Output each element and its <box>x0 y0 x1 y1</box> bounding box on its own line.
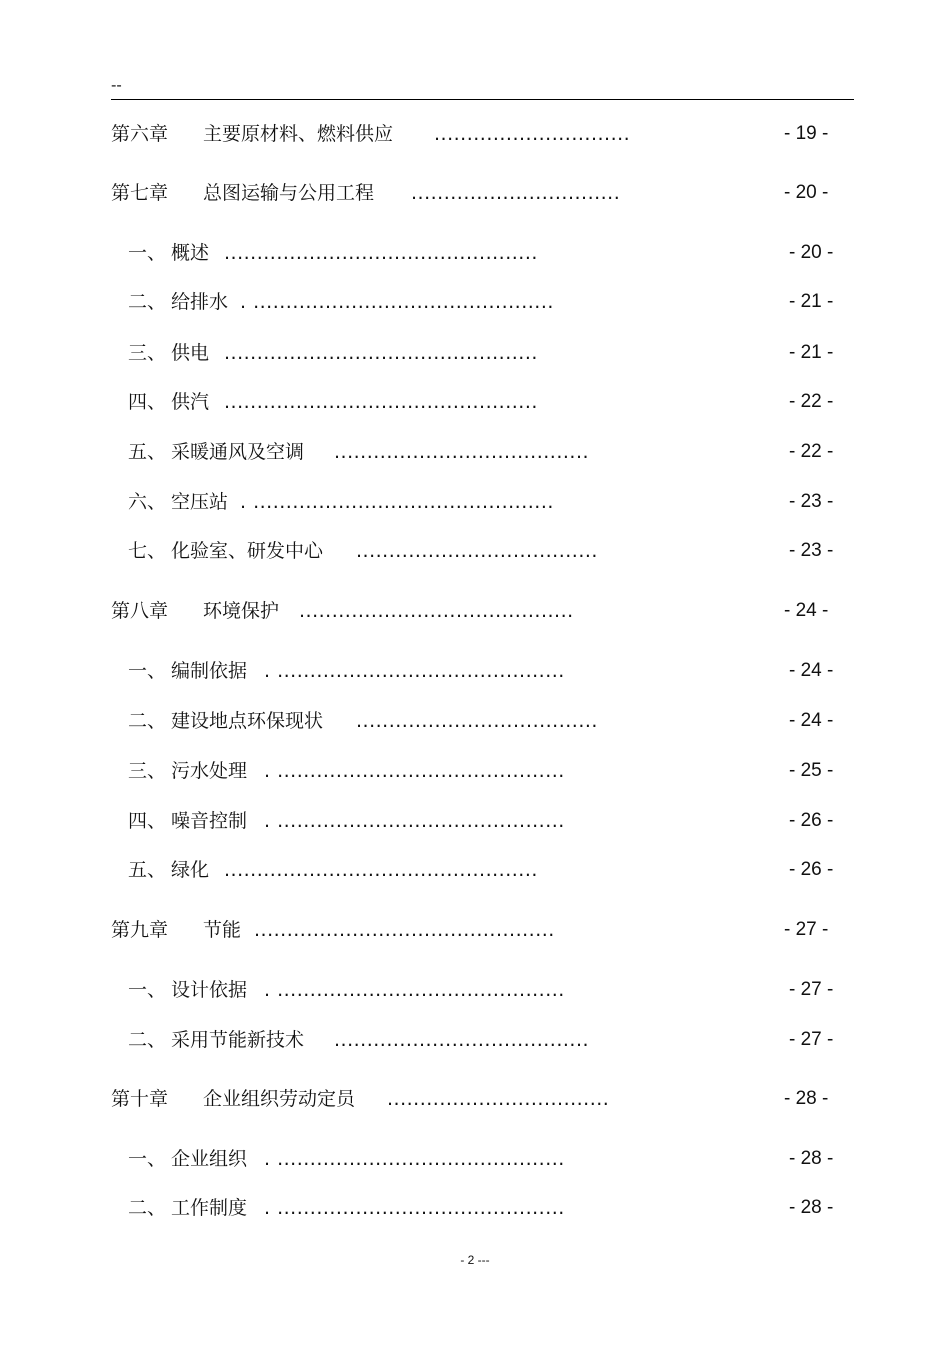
toc-entry-number: 一、 <box>128 979 167 1001</box>
toc-entry-title: 建设地点环保现状 <box>171 710 324 732</box>
toc-entry-title: 采暖通风及空调 <box>171 441 305 463</box>
toc-page-number: - 26 - <box>789 810 834 831</box>
toc-entry-title: 空压站 <box>171 491 229 513</box>
toc-section-entry[interactable] <box>0 756 950 786</box>
toc-entry-number: 一、 <box>128 1148 167 1170</box>
toc-entry-title: 化验室、研发中心 <box>171 540 324 562</box>
toc-section-entry[interactable] <box>0 387 950 417</box>
toc-section-entry[interactable] <box>0 1193 950 1223</box>
toc-entry-number: 六、 <box>128 491 167 513</box>
toc-entry-title: 污水处理 <box>171 760 248 782</box>
header-rule <box>111 99 854 100</box>
toc-page-number: - 26 - <box>789 859 834 880</box>
toc-section-entry[interactable] <box>0 855 950 885</box>
toc-section-entry[interactable] <box>0 287 950 317</box>
toc-entry-number: 第六章 <box>111 123 169 145</box>
toc-section-entry[interactable] <box>0 1025 950 1055</box>
toc-page-number: - 28 - <box>789 1197 834 1218</box>
toc-entry-title: 总图运输与公用工程 <box>203 182 375 204</box>
toc-entry-title: 给排水 <box>171 291 229 313</box>
header-mark: -- <box>111 76 122 94</box>
toc-section-entry[interactable] <box>0 656 950 686</box>
toc-entry-title: 工作制度 <box>171 1197 248 1219</box>
toc-dot-leader: . ............................................ <box>264 979 565 1001</box>
toc-entry-number: 五、 <box>128 441 167 463</box>
toc-page-number: - 27 - <box>789 1029 834 1050</box>
toc-page-number: - 24 - <box>784 600 829 621</box>
toc-dot-leader: . ............................................ <box>264 760 565 782</box>
toc-entry-title: 噪音控制 <box>171 810 248 832</box>
toc-section-entry[interactable] <box>0 1144 950 1174</box>
toc-page-number: - 19 - <box>784 123 829 144</box>
toc-section-entry[interactable] <box>0 806 950 836</box>
toc-section-entry[interactable] <box>0 975 950 1005</box>
toc-chapter-entry[interactable] <box>0 596 950 626</box>
toc-entry-number: 第七章 <box>111 182 169 204</box>
toc-entry-number: 四、 <box>128 391 167 413</box>
toc-entry-title: 设计依据 <box>171 979 248 1001</box>
toc-dot-leader: ................................................ <box>224 859 538 881</box>
toc-section-entry[interactable] <box>0 706 950 736</box>
toc-page-number: - 24 - <box>789 660 834 681</box>
toc-dot-leader: ....................................... <box>334 441 590 463</box>
toc-entry-title: 环境保护 <box>203 600 280 622</box>
toc-section-entry[interactable] <box>0 487 950 517</box>
toc-page-number: - 22 - <box>789 391 834 412</box>
toc-entry-title: 概述 <box>171 242 210 264</box>
toc-page-number: - 28 - <box>789 1148 834 1169</box>
toc-entry-number: 五、 <box>128 859 167 881</box>
toc-entry-number: 第十章 <box>111 1088 169 1110</box>
toc-chapter-entry[interactable] <box>0 1084 950 1114</box>
toc-dot-leader: ................................................ <box>224 242 538 264</box>
toc-entry-title: 供电 <box>171 342 210 364</box>
toc-page-number: - 22 - <box>789 441 834 462</box>
toc-page-number: - 21 - <box>789 342 834 363</box>
toc-entry-number: 二、 <box>128 1197 167 1219</box>
toc-dot-leader: ....................................... <box>334 1029 590 1051</box>
toc-dot-leader: ................................................ <box>224 342 538 364</box>
toc-dot-leader: . ............................................ <box>264 810 565 832</box>
toc-dot-leader: . .............................................. <box>240 491 554 513</box>
toc-page-number: - 28 - <box>784 1088 829 1109</box>
toc-page-number: - 21 - <box>789 291 834 312</box>
toc-dot-leader: ..................................... <box>356 540 598 562</box>
toc-dot-leader: .............................. <box>434 123 631 145</box>
toc-dot-leader: .......................................... <box>299 600 574 622</box>
toc-entry-title: 采用节能新技术 <box>171 1029 305 1051</box>
toc-entry-title: 供汽 <box>171 391 210 413</box>
toc-dot-leader: ..................................... <box>356 710 598 732</box>
toc-page-number: - 24 - <box>789 710 834 731</box>
toc-entry-number: 二、 <box>128 710 167 732</box>
toc-dot-leader: . ............................................ <box>264 1148 565 1170</box>
toc-section-entry[interactable] <box>0 238 950 268</box>
toc-entry-number: 第八章 <box>111 600 169 622</box>
page-number-footer: - 2 --- <box>460 1253 490 1267</box>
toc-entry-title: 企业组织劳动定员 <box>203 1088 356 1110</box>
toc-chapter-entry[interactable] <box>0 915 950 945</box>
toc-page-number: - 27 - <box>789 979 834 1000</box>
toc-dot-leader: .............................................. <box>254 919 555 941</box>
toc-page-number: - 20 - <box>784 182 829 203</box>
toc-page-number: - 23 - <box>789 540 834 561</box>
toc-dot-leader: . .............................................. <box>240 291 554 313</box>
toc-page-number: - 27 - <box>784 919 829 940</box>
toc-entry-number: 七、 <box>128 540 167 562</box>
toc-entry-number: 四、 <box>128 810 167 832</box>
toc-page-number: - 25 - <box>789 760 834 781</box>
toc-page-number: - 20 - <box>789 242 834 263</box>
toc-dot-leader: ................................ <box>411 182 621 204</box>
toc-section-entry[interactable] <box>0 536 950 566</box>
toc-entry-number: 三、 <box>128 342 167 364</box>
toc-chapter-entry[interactable] <box>0 119 950 149</box>
toc-entry-title: 编制依据 <box>171 660 248 682</box>
toc-entry-title: 主要原材料、燃料供应 <box>203 123 394 145</box>
toc-section-entry[interactable] <box>0 338 950 368</box>
toc-dot-leader: . ............................................ <box>264 660 565 682</box>
toc-entry-title: 节能 <box>203 919 242 941</box>
toc-entry-title: 绿化 <box>171 859 210 881</box>
toc-chapter-entry[interactable] <box>0 178 950 208</box>
toc-page-number: - 23 - <box>789 491 834 512</box>
toc-entry-number: 二、 <box>128 291 167 313</box>
toc-section-entry[interactable] <box>0 437 950 467</box>
toc-entry-number: 一、 <box>128 660 167 682</box>
toc-dot-leader: . ............................................ <box>264 1197 565 1219</box>
toc-dot-leader: ................................................ <box>224 391 538 413</box>
toc-entry-number: 三、 <box>128 760 167 782</box>
toc-entry-number: 第九章 <box>111 919 169 941</box>
toc-entry-title: 企业组织 <box>171 1148 248 1170</box>
toc-entry-number: 一、 <box>128 242 167 264</box>
toc-entry-number: 二、 <box>128 1029 167 1051</box>
toc-dot-leader: .................................. <box>387 1088 610 1110</box>
